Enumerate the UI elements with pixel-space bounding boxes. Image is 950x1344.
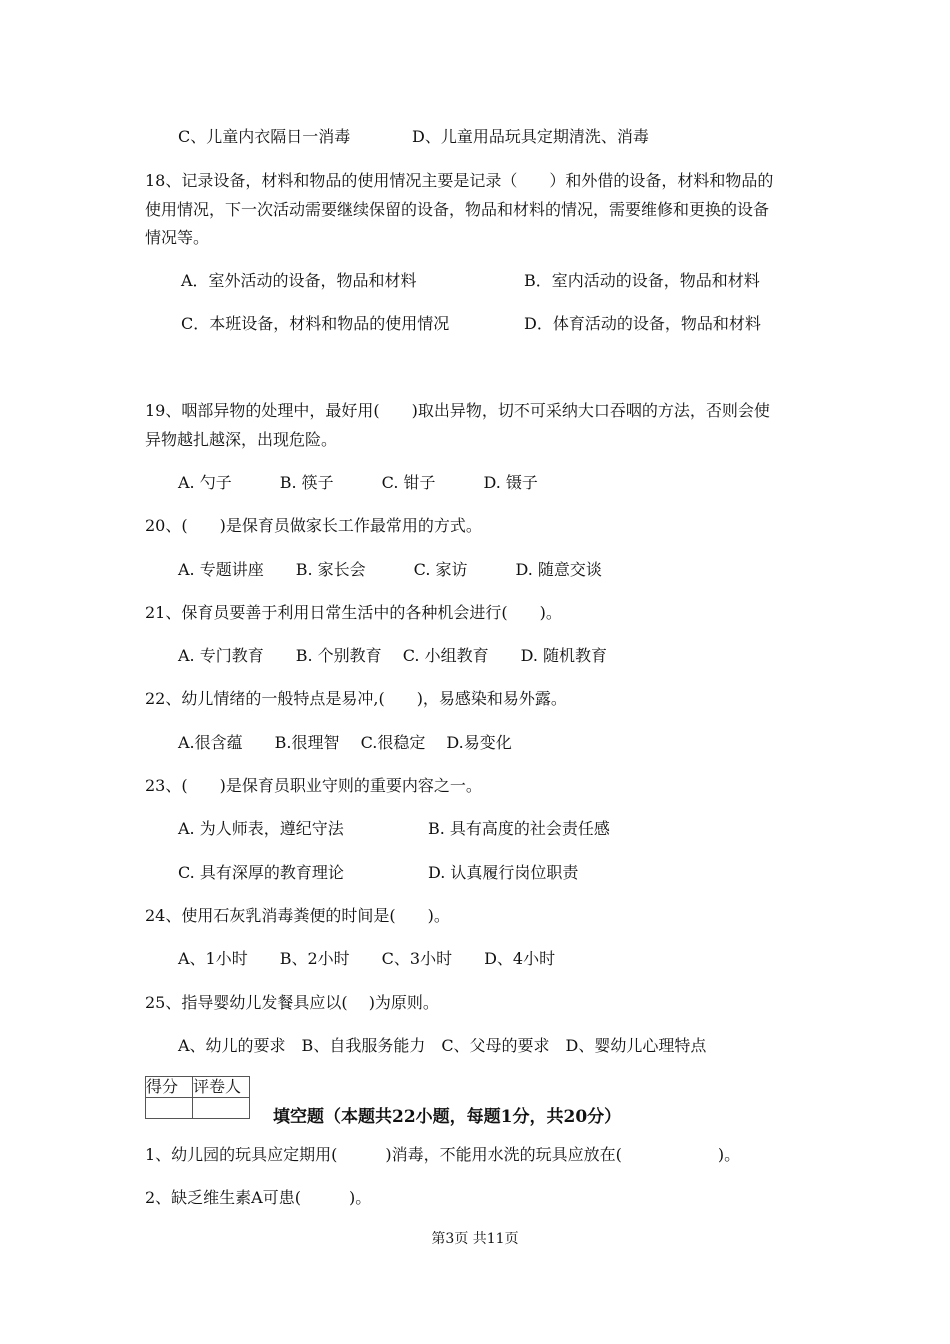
q18-option-a: A．室外活动的设备，物品和材料: [181, 271, 417, 290]
q18-option-c: C．本班设备，材料和物品的使用情况: [181, 314, 450, 333]
q18-text-line-3: 情况等。: [145, 228, 210, 247]
q23-option-d: D. 认真履行岗位职责: [428, 863, 579, 882]
page-footer: 第3页 共11页: [431, 1231, 519, 1247]
q24-options: A、1小时 B、2小时 C、3小时 D、4小时: [178, 949, 556, 968]
q17-option-d: D、儿童用品玩具定期清洗、消毒: [412, 127, 649, 146]
q23-text: 23、( )是保育员职业守则的重要内容之一。: [145, 776, 482, 795]
fill-in-question-2: 2、缺乏维生素A可患( )。: [145, 1188, 372, 1207]
q21-options: A. 专门教育 B. 个别教育 C. 小组教育 D. 随机教育: [178, 646, 608, 665]
q17-option-c: C、儿童内衣隔日一消毒: [178, 127, 351, 146]
q22-options: A.很含蕴 B.很理智 C.很稳定 D.易变化: [178, 733, 512, 752]
fill-in-question-1: 1、幼儿园的玩具应定期用( )消毒，不能用水洗的玩具应放在( )。: [145, 1145, 741, 1164]
q19-text-line-1: 19、咽部异物的处理中，最好用( )取出异物，切不可采纳大口吞咽的方法，否则会使: [145, 401, 770, 420]
q18-option-b: B．室内活动的设备，物品和材料: [524, 271, 760, 290]
q18-text-line-1: 18、记录设备，材料和物品的使用情况主要是记录（ ）和外借的设备，材料和物品的: [145, 171, 774, 190]
section-title: 填空题（本题共22小题，每题1分，共20分）: [273, 1107, 622, 1127]
grader-cell: [193, 1098, 250, 1119]
q20-text: 20、( )是保育员做家长工作最常用的方式。: [145, 516, 482, 535]
score-cell: [146, 1098, 193, 1119]
q18-text-line-2: 使用情况，下一次活动需要继续保留的设备，物品和材料的情况，需要维修和更换的设备: [145, 200, 770, 219]
q21-text: 21、保育员要善于利用日常生活中的各种机会进行( )。: [145, 603, 562, 622]
score-header: 得分: [146, 1077, 193, 1098]
q19-text-line-2: 异物越扎越深，出现危险。: [145, 430, 338, 449]
score-box: [145, 1076, 250, 1119]
q23-option-b: B. 具有高度的社会责任感: [428, 819, 610, 838]
q20-options: A. 专题讲座 B. 家长会 C. 家访 D. 随意交谈: [178, 560, 602, 579]
q23-option-c: C. 具有深厚的教育理论: [178, 863, 344, 882]
q24-text: 24、使用石灰乳消毒粪便的时间是( )。: [145, 906, 450, 925]
q25-options: A、幼儿的要求 B、自我服务能力 C、父母的要求 D、婴幼儿心理特点: [178, 1036, 707, 1055]
q23-option-a: A. 为人师表，遵纪守法: [178, 819, 344, 838]
q18-option-d: D．体育活动的设备，物品和材料: [524, 314, 761, 333]
grader-header: 评卷人: [193, 1077, 250, 1098]
q22-text: 22、幼儿情绪的一般特点是易冲,( )，易感染和易外露。: [145, 689, 567, 708]
q19-options: A. 勺子 B. 筷子 C. 钳子 D. 镊子: [178, 473, 538, 492]
q25-text: 25、指导婴幼儿发餐具应以( )为原则。: [145, 993, 439, 1012]
